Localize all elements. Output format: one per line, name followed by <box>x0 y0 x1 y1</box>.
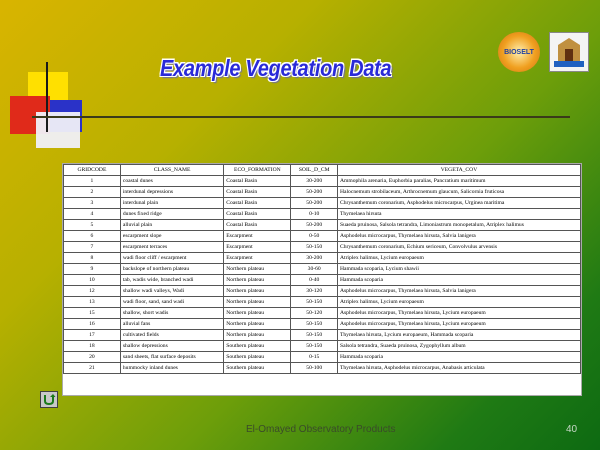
table-cell: 50-200 <box>291 198 338 209</box>
table-cell: 8 <box>64 253 121 264</box>
table-cell: 0-50 <box>291 231 338 242</box>
table-cell: Southern plateau <box>224 341 291 352</box>
table-cell: 9 <box>64 264 121 275</box>
table-cell: Salsola tetrandra, Suaeda pruinosa, Zygophyllum album <box>337 341 580 352</box>
table-cell: 2 <box>64 187 121 198</box>
table-cell: coastal dunes <box>120 176 223 187</box>
vegetation-table <box>62 163 582 396</box>
table-cell: 30-60 <box>291 264 338 275</box>
table-cell: Coastal Basin <box>224 187 291 198</box>
column-header: ECO_FORMATION <box>224 165 291 176</box>
column-header: GRIDCODE <box>64 165 121 176</box>
table-cell: Asphodelus microcarpus, Thymelaea hirsuta, Lycium europaeum <box>337 319 580 330</box>
table-cell: alluvial plain <box>120 220 223 231</box>
table-cell: wadi floor cliff / escarpment <box>120 253 223 264</box>
column-header: CLASS_NAME <box>120 165 223 176</box>
table-cell: backslope of northern plateau <box>120 264 223 275</box>
column-header: SOIL_D_CM <box>291 165 338 176</box>
table-cell: Hammada scoparia <box>337 352 580 363</box>
table-cell: 50-150 <box>291 341 338 352</box>
table-cell: 50-150 <box>291 319 338 330</box>
table-cell: Atriplex halimus, Lycium europaeum <box>337 297 580 308</box>
table-cell: Atriplex halimus, Lycium europaeum <box>337 253 580 264</box>
table-cell: Ammophila arenaria, Euphorbia paralias, Pancratium maritimum <box>337 176 580 187</box>
table-cell: Coastal Basin <box>224 209 291 220</box>
table-cell: shallow depressions <box>120 341 223 352</box>
table-cell: 1 <box>64 176 121 187</box>
table-cell: Coastal Basin <box>224 198 291 209</box>
table-cell: 10 <box>64 275 121 286</box>
table-row <box>64 220 581 231</box>
bioselt-logo-text: BIOSELT <box>504 48 534 56</box>
table-cell: Escarpment <box>224 231 291 242</box>
table-cell: wadi floor, sand, sand wadi <box>120 297 223 308</box>
table-cell: Halocnemum strobilaceum, Arthrocnemum glaucum, Salicornia fruticosa <box>337 187 580 198</box>
table-cell: Suaeda pruinosa, Salsola tetrandra, Limoniastrum monopetalum, Atriplex halimus <box>337 220 580 231</box>
table-cell: shallow wadi valleys, Wadi <box>120 286 223 297</box>
university-logo <box>549 32 589 72</box>
table-cell: 20 <box>64 352 121 363</box>
table-cell: 7 <box>64 242 121 253</box>
table-cell: escarpment terraces <box>120 242 223 253</box>
table-cell: Northern plateau <box>224 319 291 330</box>
table-cell: 21 <box>64 363 121 374</box>
table-cell: escarpment slope <box>120 231 223 242</box>
table-cell: 0-10 <box>291 209 338 220</box>
table-cell: 50-150 <box>291 297 338 308</box>
table-cell: 50-100 <box>291 363 338 374</box>
table-cell: alluvial fans <box>120 319 223 330</box>
table-cell: 5 <box>64 220 121 231</box>
table-cell: interdunal plain <box>120 198 223 209</box>
table-cell: 50-150 <box>291 330 338 341</box>
return-button[interactable] <box>40 391 58 408</box>
table-cell: 30-200 <box>291 176 338 187</box>
table-cell: Thymelaea hirsuta, Lycium europaeum, Hammada scoparia <box>337 330 580 341</box>
table-cell: shallow, short wadis <box>120 308 223 319</box>
page-number: 40 <box>566 424 578 435</box>
table-row <box>64 297 581 308</box>
table-cell: cultivated fields <box>120 330 223 341</box>
table-cell: Escarpment <box>224 242 291 253</box>
table-cell: Hammada scoparia, Lycium shawii <box>337 264 580 275</box>
table-cell: Chrysanthemum coronarium, Echium sericeum, Convolvulus arvensis <box>337 242 580 253</box>
table-cell: Northern plateau <box>224 275 291 286</box>
return-arrow-icon <box>42 393 56 406</box>
table-row <box>64 319 581 330</box>
table-cell: 12 <box>64 286 121 297</box>
table-cell: 13 <box>64 297 121 308</box>
table-cell: 18 <box>64 341 121 352</box>
table-cell: 50-200 <box>291 220 338 231</box>
table-cell: Northern plateau <box>224 286 291 297</box>
bioselt-logo <box>498 32 540 72</box>
table-cell: 16 <box>64 319 121 330</box>
table-cell: 30-120 <box>291 286 338 297</box>
table-cell: Southern plateau <box>224 363 291 374</box>
table-cell: 4 <box>64 209 121 220</box>
table-cell: Chrysanthemum coronarium, Asphodelus microcarpus, Urginea maritima <box>337 198 580 209</box>
table-cell: interdunal depressions <box>120 187 223 198</box>
table-cell: Asphodelus microcarpus, Thymelaea hirsuta, Lycium europaeum <box>337 308 580 319</box>
table-row <box>64 253 581 264</box>
table-cell: Northern plateau <box>224 297 291 308</box>
table-row <box>64 308 581 319</box>
table-cell: hummocky inland dunes <box>120 363 223 374</box>
column-header: VEGETA_COV <box>337 165 580 176</box>
table-row <box>64 330 581 341</box>
table-cell: 17 <box>64 330 121 341</box>
table-cell: Northern plateau <box>224 308 291 319</box>
table-cell: Northern plateau <box>224 330 291 341</box>
table-cell: 6 <box>64 231 121 242</box>
table-row <box>64 352 581 363</box>
table-cell: 50-150 <box>291 242 338 253</box>
table-cell: Escarpment <box>224 253 291 264</box>
table-row <box>64 363 581 374</box>
table-cell: 0-40 <box>291 275 338 286</box>
table-row <box>64 187 581 198</box>
table-cell: Southern plateau <box>224 352 291 363</box>
table-cell: 30-200 <box>291 253 338 264</box>
table-cell: 3 <box>64 198 121 209</box>
table-row <box>64 275 581 286</box>
table-row <box>64 242 581 253</box>
table-cell: Asphodelus microcarpus, Thymelaea hirsuta, Salvia lanigera <box>337 286 580 297</box>
table-cell: Thymelaea hirsuta <box>337 209 580 220</box>
table-cell: 15 <box>64 308 121 319</box>
table-cell: dunes fixed ridge <box>120 209 223 220</box>
table-cell: Thymelaea hirsuta, Asphodelus microcarpus, Anabasis articulata <box>337 363 580 374</box>
table-cell: 0-15 <box>291 352 338 363</box>
table-cell: 50-120 <box>291 308 338 319</box>
table-row <box>64 209 581 220</box>
table-row <box>64 286 581 297</box>
title-underline <box>32 116 570 118</box>
table-header-row <box>64 165 581 176</box>
table-row <box>64 231 581 242</box>
slide-title: Example Vegetation Data <box>160 56 392 82</box>
footer-text: El-Omayed Observatory Products <box>246 424 396 435</box>
table-row <box>64 341 581 352</box>
table-row <box>64 198 581 209</box>
decor-vertical-line <box>46 62 48 132</box>
table-cell: sand sheets, flat surface deposits <box>120 352 223 363</box>
table-cell: 50-200 <box>291 187 338 198</box>
table-cell: Coastal Basin <box>224 220 291 231</box>
table-row <box>64 176 581 187</box>
table-cell: tab, wadis wide, branched wadi <box>120 275 223 286</box>
university-seal-icon <box>550 33 588 71</box>
table-cell: Asphodelus microcarpus, Thymelaea hirsuta, Salvia lanigera <box>337 231 580 242</box>
table-cell: Hammada scoparia <box>337 275 580 286</box>
table-cell: Northern plateau <box>224 264 291 275</box>
table-cell: Coastal Basin <box>224 176 291 187</box>
table-row <box>64 264 581 275</box>
